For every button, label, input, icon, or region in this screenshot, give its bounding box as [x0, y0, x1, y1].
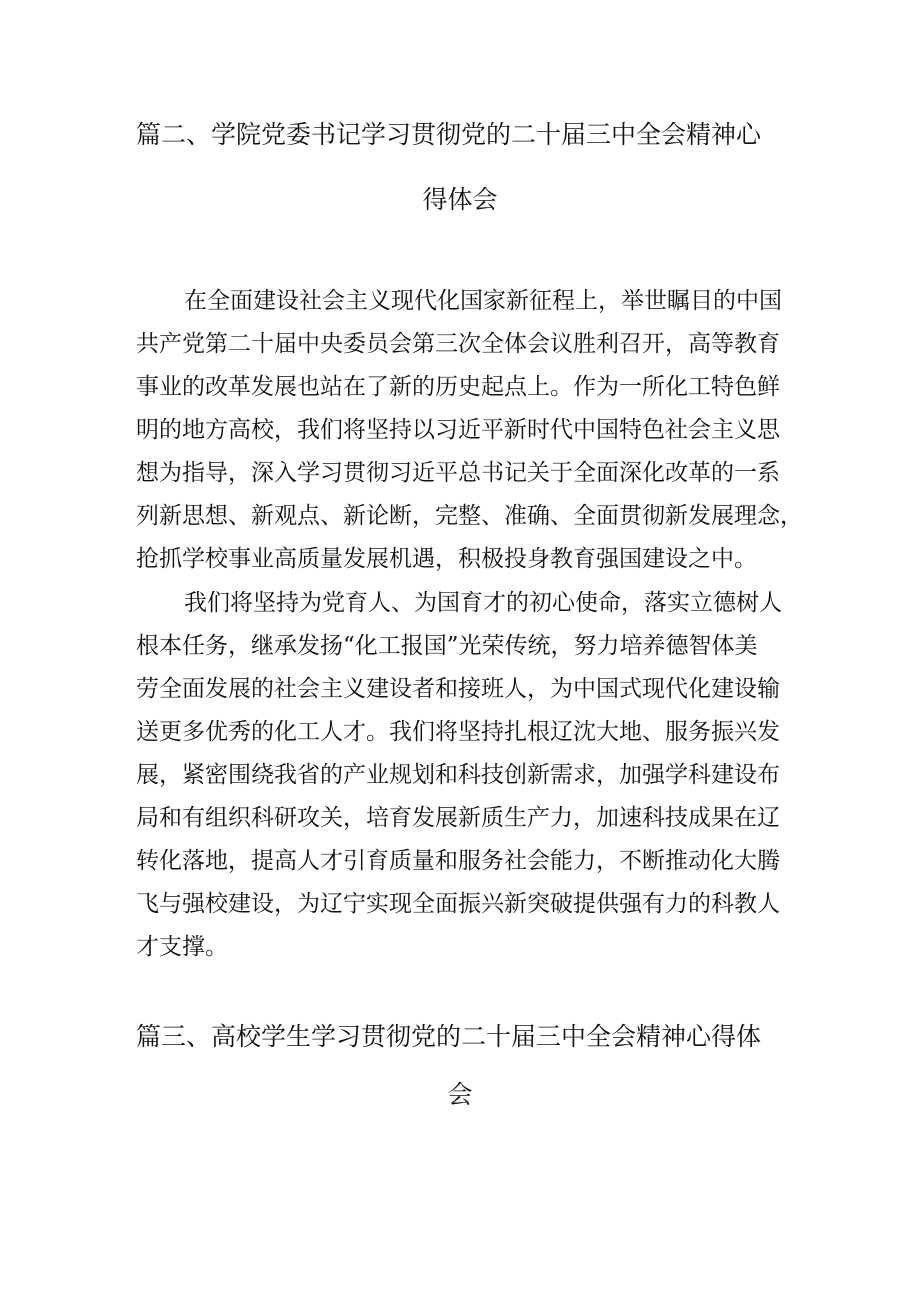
- paragraph-2-line: 劳全面发展的社会主义建设者和接班人，为中国式现代化建设输: [136, 676, 780, 702]
- paragraph-2-line: 转化落地，提高人才引育质量和服务社会能力，不断推动化大腾: [136, 848, 780, 874]
- paragraph-1-line: 共产党第二十届中央委员会第三次全体会议胜利召开，高等教育: [136, 331, 780, 357]
- paragraph-1-line: 明的地方高校，我们将坚持以习近平新时代中国特色社会主义思: [136, 417, 780, 443]
- paragraph-2-line: 根本任务，继承发扬“化工报国”光荣传统，努力培养德智体美: [136, 633, 758, 659]
- section3-title-line2: 会: [447, 1080, 473, 1109]
- paragraph-1-line: 列新思想、新观点、新论断，完整、准确、全面贯彻新发展理念，: [136, 503, 803, 529]
- paragraph-2-line: 我们将坚持为党育人、为国育才的初心使命，落实立德树人: [184, 590, 782, 616]
- paragraph-1-line: 想为指导，深入学习贯彻习近平总书记关于全面深化改革的一系: [136, 460, 780, 486]
- section2-title-line2: 得体会: [422, 185, 498, 214]
- paragraph-2-line: 送更多优秀的化工人才。我们将坚持扎根辽沈大地、服务振兴发: [136, 719, 780, 745]
- section2-title-line1: 篇二、学院党委书记学习贯彻党的二十届三中全会精神心: [136, 120, 762, 149]
- paragraph-2-line: 展，紧密围绕我省的产业规划和科技创新需求，加强学科建设布: [136, 762, 780, 788]
- paragraph-1-line: 事业的改革发展也站在了新的历史起点上。作为一所化工特色鲜: [136, 374, 780, 400]
- paragraph-1-line: 抢抓学校事业高质量发展机遇，积极投身教育强国建设之中。: [136, 546, 757, 572]
- paragraph-2-line: 局和有组织科研攻关，培育发展新质生产力，加速科技成果在辽: [136, 805, 780, 831]
- paragraph-1-line: 在全面建设社会主义现代化国家新征程上，举世瞩目的中国: [184, 288, 782, 314]
- paragraph-2-line: 才支撑。: [136, 934, 228, 960]
- section3-title-line1: 篇三、高校学生学习贯彻党的二十届三中全会精神心得体: [136, 1022, 762, 1051]
- paragraph-2-line: 飞与强校建设，为辽宁实现全面振兴新突破提供强有力的科教人: [136, 891, 780, 917]
